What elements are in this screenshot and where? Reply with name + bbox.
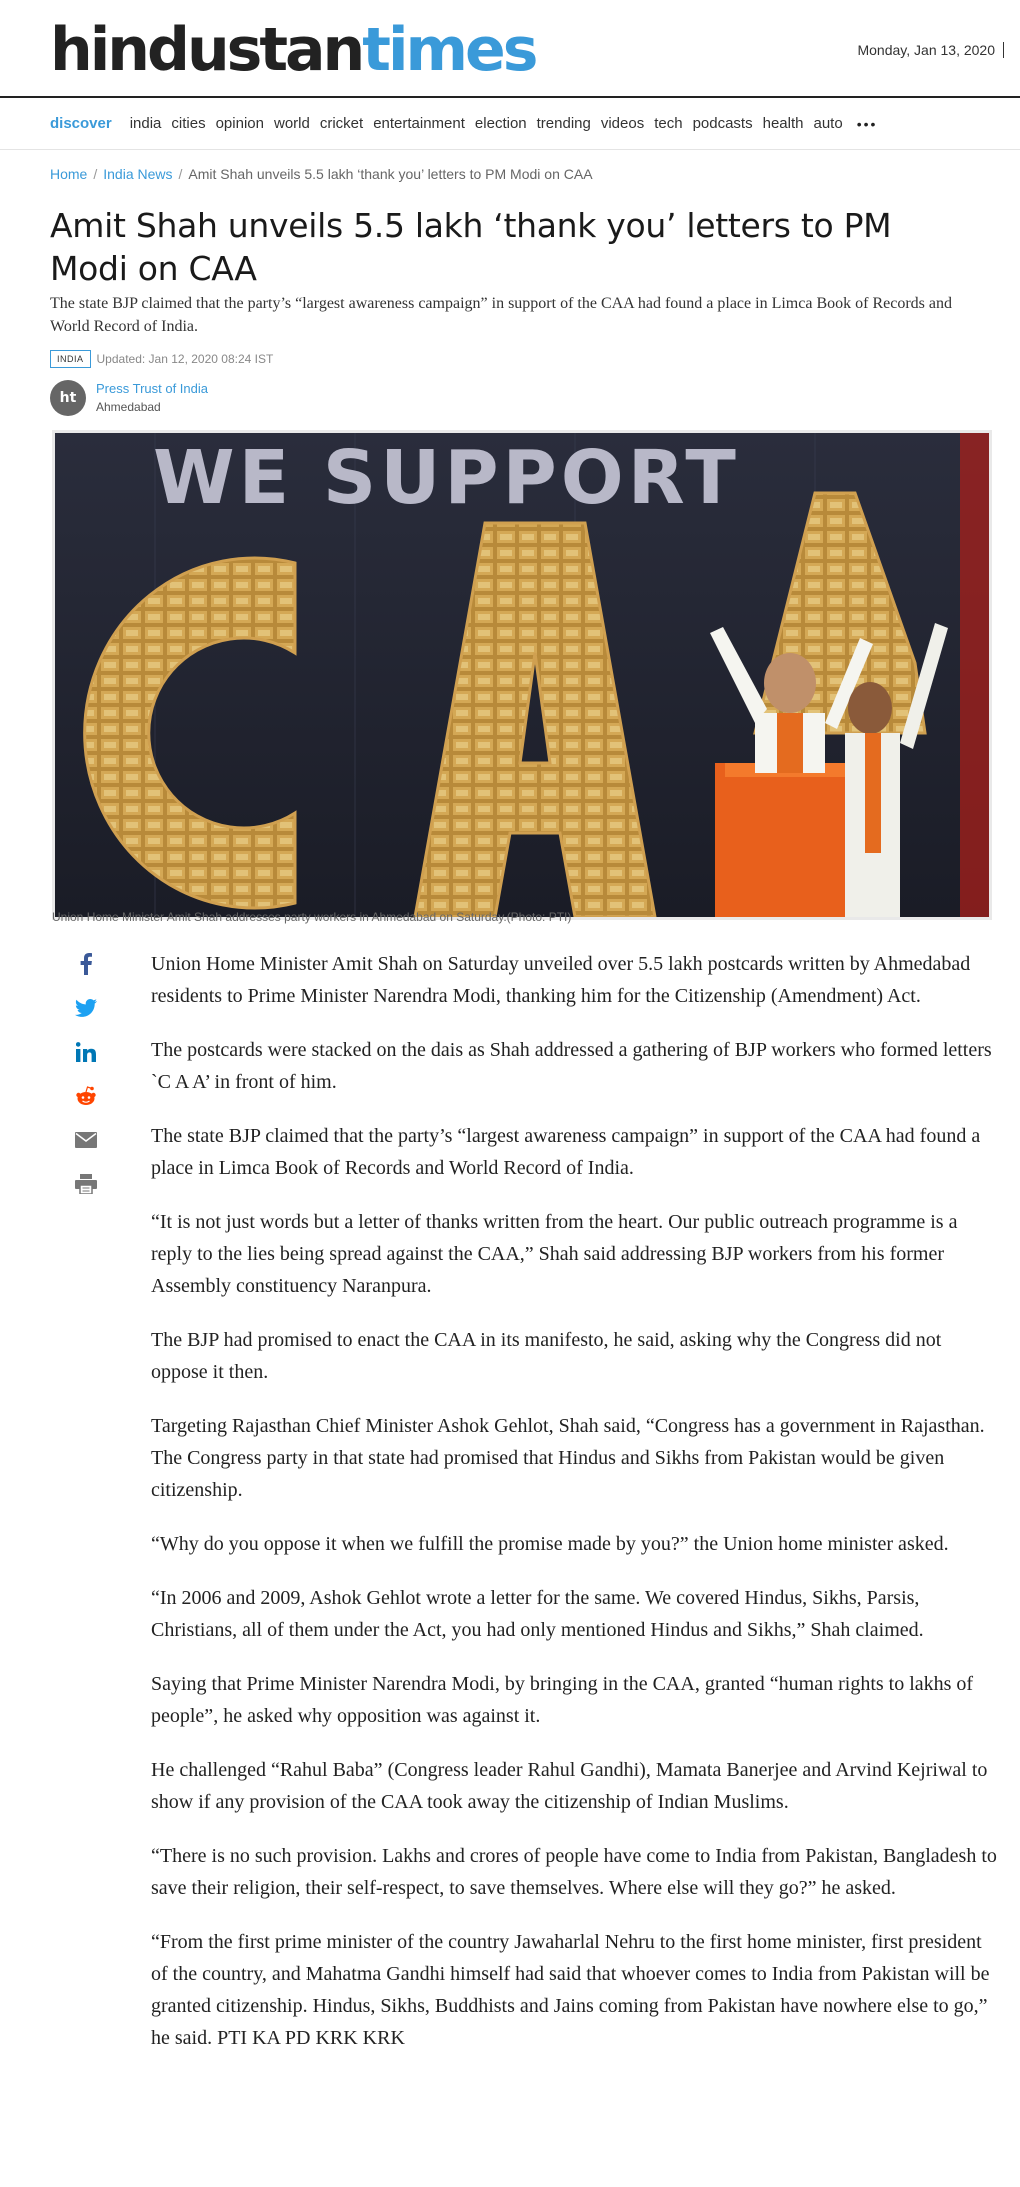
article-meta xyxy=(50,350,273,368)
article-body xyxy=(151,948,997,2076)
email-icon[interactable] xyxy=(72,1126,100,1154)
nav-discover[interactable]: discover xyxy=(50,115,112,132)
logo-hindustan: hindustan xyxy=(50,15,363,85)
article-paragraph: Union Home Minister Amit Shah on Saturday unveiled over 5.5 lakh postcards written by Ahmedabad residents to Prime Minister Narendra Modi, thanking him for the Citizenship (Amendment) Act. xyxy=(151,953,971,1007)
nav-item-podcasts[interactable]: podcasts xyxy=(692,115,753,132)
article-paragraph: Targeting Rajasthan Chief Minister Ashok Gehlot, Shah said, “Congress has a government in Rajasthan. The Congress party in that state had promised that Hindus and Sikhs from Pakistan would be given citizenship. xyxy=(151,1415,985,1501)
article-paragraph: The postcards were stacked on the dais as Shah addressed a gathering of BJP workers who formed letters `C A A’ in front of him. xyxy=(151,1039,992,1093)
author-name[interactable]: Press Trust of India xyxy=(96,381,208,396)
author-location: Ahmedabad xyxy=(96,400,161,414)
breadcrumb xyxy=(50,166,593,182)
nav-item-cricket[interactable]: cricket xyxy=(319,115,364,132)
nav-item-videos[interactable]: videos xyxy=(600,115,645,132)
logo-times: times xyxy=(362,15,536,85)
article-paragraph: “From the first prime minister of the country Jawaharlal Nehru to the first home minister, first president of the country, and Mahatma Gandhi himself had said that whoever comes to India from Pakistan will be granted citizenship. Hindus, Sikhs, Buddhists and Jains coming from Pakistan have nowhere else to go,” he said. PTI KA PD KRK KRK xyxy=(151,1931,990,2049)
article-paragraph: “Why do you oppose it when we fulfill the promise made by you?” the Union home minister asked. xyxy=(151,1533,949,1555)
article-paragraph: The BJP had promised to enact the CAA in its manifesto, he said, asking why the Congress did not oppose it then. xyxy=(151,1329,942,1383)
linkedin-icon[interactable] xyxy=(72,1038,100,1066)
article-paragraph: “There is no such provision. Lakhs and crores of people have come to India from Pakistan, Bangladesh to save their religion, their self-respect, to save themselves. Where else will they go?” he asked. xyxy=(151,1845,997,1899)
site-header xyxy=(0,0,1020,98)
breadcrumb-current: Amit Shah unveils 5.5 lakh ‘thank you’ letters to PM Modi on CAA xyxy=(188,166,593,182)
breadcrumb-separator: / xyxy=(93,166,98,182)
nav-item-tech[interactable]: tech xyxy=(654,115,683,132)
nav-item-election[interactable]: election xyxy=(474,115,527,132)
nav-item-world[interactable]: world xyxy=(273,115,310,132)
nav-item-cities[interactable]: cities xyxy=(171,115,206,132)
share-bar xyxy=(72,950,102,1214)
reddit-icon[interactable] xyxy=(72,1082,100,1110)
article-title: Amit Shah unveils 5.5 lakh ‘thank you’ letters to PM Modi on CAA xyxy=(50,206,892,288)
nav-more-icon[interactable]: ••• xyxy=(856,115,878,132)
article-paragraph: The state BJP claimed that the party’s “largest awareness campaign” in support of the CAA had found a place in Limca Book of Records and World Record of India. xyxy=(151,1125,981,1179)
nav-item-opinion[interactable]: opinion xyxy=(215,115,264,132)
updated-time: Updated: Jan 12, 2020 08:24 IST xyxy=(96,352,274,366)
article-paragraph: “It is not just words but a letter of thanks written from the heart. Our public outreach programme is a reply to the lies being spread against the CAA,” Shah said addressing BJP workers from his former Assembly constituency Naranpura. xyxy=(151,1211,958,1297)
facebook-icon[interactable] xyxy=(72,950,100,978)
article-subhead: The state BJP claimed that the party’s “largest awareness campaign” in support of the CAA had found a place in Limca Book of Records and World Record of India. xyxy=(50,295,952,335)
breadcrumb-home[interactable]: Home xyxy=(50,166,88,182)
author-block xyxy=(50,380,208,416)
nav-item-auto[interactable]: auto xyxy=(813,115,843,132)
photo-person-2 xyxy=(848,682,892,734)
print-icon[interactable] xyxy=(72,1170,100,1198)
header-date: Monday, Jan 13, 2020 xyxy=(857,42,1004,58)
article-paragraph: Saying that Prime Minister Narendra Modi, by bringing in the CAA, granted “human rights to lakhs of people”, he asked why opposition was against it. xyxy=(151,1673,974,1727)
article-photo xyxy=(52,430,992,920)
twitter-icon[interactable] xyxy=(72,994,100,1022)
article-paragraph: “In 2006 and 2009, Ashok Gehlot wrote a letter for the same. We covered Hindus, Sikhs, Parsis, Christians, all of them under the Act, you had only mentioned Hindus and Sikhs,” Shah claimed. xyxy=(151,1587,924,1641)
section-tag[interactable]: INDIA xyxy=(50,350,91,368)
article-paragraph: He challenged “Rahul Baba” (Congress leader Rahul Gandhi), Mamata Banerjee and Arvind Kejriwal to show if any provision of the CAA took away the citizenship of Indian Muslims. xyxy=(151,1759,988,1813)
nav-item-health[interactable]: health xyxy=(762,115,804,132)
photo-illustration xyxy=(55,433,989,917)
photo-person-1 xyxy=(764,653,816,713)
photo-caption: Union Home Minister Amit Shah addresses party workers in Ahmedabad on Saturday.(Photo: PTI) xyxy=(52,910,572,924)
main-nav xyxy=(0,98,1020,150)
author-avatar: ht xyxy=(50,380,86,416)
breadcrumb-section[interactable]: India News xyxy=(103,166,173,182)
breadcrumb-separator: / xyxy=(178,166,183,182)
nav-item-trending[interactable]: trending xyxy=(536,115,591,132)
nav-item-india[interactable]: india xyxy=(129,115,162,132)
site-logo[interactable] xyxy=(50,15,536,85)
nav-item-entertainment[interactable]: entertainment xyxy=(373,115,465,132)
photo-banner-text: WE SUPPORT xyxy=(153,435,740,521)
